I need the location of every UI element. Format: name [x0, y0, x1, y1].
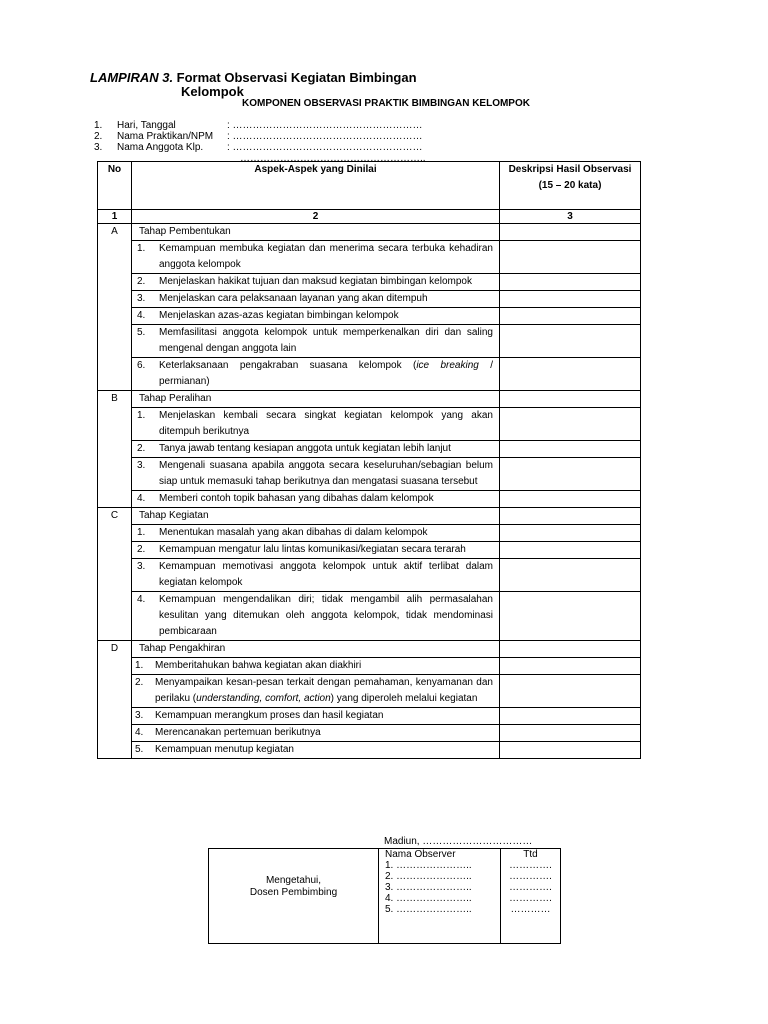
- observer-line[interactable]: 2. …………………..: [385, 871, 472, 882]
- section-title: Tahap Peralihan: [132, 391, 500, 408]
- item-text: Menjelaskan kembali secara singkat kegiatan kelompok yang akan ditempuh berikutnya: [159, 410, 493, 437]
- table-row: [98, 241, 641, 274]
- aspect-item: [132, 542, 499, 558]
- item-number: 1.: [137, 527, 146, 538]
- item-text: Kemampuan membuka kegiatan dan menerima secara terbuka kehadiran anggota kelompok: [159, 243, 493, 270]
- table-row: [98, 274, 641, 291]
- observation-cell[interactable]: [500, 441, 641, 458]
- item-number: 5.: [135, 744, 144, 755]
- observation-cell[interactable]: [500, 224, 641, 241]
- observation-cell[interactable]: [500, 458, 641, 491]
- observer-line[interactable]: 4. …………………..: [385, 893, 472, 904]
- column-number-row: [98, 210, 641, 224]
- header-aspek: Aspek-Aspek yang Dinilai: [132, 162, 500, 210]
- signature-line[interactable]: ………….: [509, 882, 552, 893]
- info-num: 3.: [94, 142, 103, 153]
- section-title: Tahap Pengakhiran: [132, 641, 500, 658]
- item-text: [159, 358, 493, 390]
- item-number: 1.: [137, 410, 146, 421]
- info-dots: : …………………………………………………: [227, 142, 423, 153]
- table-row: [98, 742, 641, 759]
- aspect-item: [132, 675, 499, 707]
- dosen-label: Dosen Pembimbing: [249, 887, 338, 898]
- aspect-item: [132, 458, 499, 490]
- observer-line[interactable]: 5. …………………..: [385, 904, 472, 915]
- observation-cell[interactable]: [500, 542, 641, 559]
- item-number: 3.: [137, 561, 146, 572]
- table-row: [98, 325, 641, 358]
- mengetahui-label: Mengetahui,: [265, 875, 322, 886]
- observation-cell[interactable]: [500, 491, 641, 508]
- observer-line[interactable]: 1. …………………..: [385, 860, 472, 871]
- observer-header: Nama Observer: [385, 849, 456, 860]
- info-num: 1.: [94, 120, 103, 131]
- signature-line[interactable]: ………….: [509, 860, 552, 871]
- observer-cell: [379, 849, 501, 944]
- item-text: Tanya jawab tentang kesiapan anggota untuk kegiatan lebih lanjut: [159, 443, 451, 454]
- signature-table: [208, 848, 561, 944]
- section-letter: A: [98, 224, 132, 391]
- aspect-item: [132, 658, 499, 674]
- item-number: 3.: [137, 460, 146, 471]
- item-number: 4.: [137, 493, 146, 504]
- observation-table: [97, 161, 641, 759]
- info-row: [94, 142, 426, 153]
- observation-cell[interactable]: [500, 291, 641, 308]
- item-number: 2.: [135, 677, 144, 688]
- observer-line[interactable]: 3. …………………..: [385, 882, 472, 893]
- header-no: No: [98, 162, 132, 210]
- aspect-item: [132, 742, 499, 758]
- table-row: [98, 525, 641, 542]
- item-text-part: Menyampaikan kesan-pesan terkait dengan pemahaman, kenyamanan dan perilaku (: [155, 677, 493, 704]
- info-block: [94, 120, 426, 164]
- item-number: 2.: [137, 544, 146, 555]
- observation-cell[interactable]: [500, 725, 641, 742]
- table-row: [98, 725, 641, 742]
- item-number: 1.: [137, 243, 146, 254]
- item-text-part: ) yang diperoleh melalui kegiatan: [330, 693, 478, 704]
- section-row: [98, 224, 641, 241]
- section-row: [98, 641, 641, 658]
- table-row: [98, 408, 641, 441]
- aspect-item: [132, 241, 499, 273]
- table-row: [98, 458, 641, 491]
- table-row: [98, 592, 641, 641]
- item-number: 6.: [137, 360, 146, 371]
- item-text: Kemampuan mengatur lalu lintas komunikasi/kegiatan secara terarah: [159, 544, 466, 555]
- aspect-item: [132, 325, 499, 357]
- table-row: [98, 291, 641, 308]
- observation-cell[interactable]: [500, 408, 641, 441]
- table-row: [98, 658, 641, 675]
- observation-cell[interactable]: [500, 559, 641, 592]
- item-number: 3.: [135, 710, 144, 721]
- signature-cell: [501, 849, 561, 944]
- item-text: Mengenali suasana apabila anggota secara keseluruhan/sebagian belum siap untuk memasuki tahap berikutnya dan mengatasi suasana tersebut: [159, 460, 493, 487]
- table-row: [98, 559, 641, 592]
- item-number: 3.: [137, 293, 146, 304]
- aspect-item: [132, 358, 499, 390]
- info-label: Nama Praktikan/NPM: [117, 131, 214, 142]
- header-deskripsi: Deskripsi Hasil Observasi (15 – 20 kata): [500, 162, 641, 210]
- section-title: Tahap Kegiatan: [132, 508, 500, 525]
- info-label: Nama Anggota Klp.: [117, 142, 204, 153]
- document-subtitle: KOMPONEN OBSERVASI PRAKTIK BIMBINGAN KELOMPOK: [242, 98, 530, 109]
- aspect-item: [132, 274, 499, 290]
- observation-cell[interactable]: [500, 508, 641, 525]
- item-text-italic: understanding, comfort, action: [196, 693, 331, 704]
- aspect-item: [132, 308, 499, 324]
- item-text: [155, 675, 493, 707]
- observation-cell[interactable]: [500, 308, 641, 325]
- info-dots: : …………………………………………………: [227, 131, 423, 142]
- section-letter: C: [98, 508, 132, 641]
- aspect-item: [132, 559, 499, 591]
- item-text: Menjelaskan hakikat tujuan dan maksud kegiatan bimbingan kelompok: [159, 276, 472, 287]
- observation-cell[interactable]: [500, 325, 641, 358]
- observation-cell[interactable]: [500, 241, 641, 274]
- item-text: Memberitahukan bahwa kegiatan akan diakhiri: [155, 660, 362, 671]
- item-text: Menentukan masalah yang akan dibahas di dalam kelompok: [159, 527, 428, 538]
- observation-cell[interactable]: [500, 708, 641, 725]
- lampiran-label: LAMPIRAN 3.: [90, 70, 174, 85]
- item-text: Memfasilitasi anggota kelompok untuk memperkenalkan diri dan saling mengenal dengan anggota lain: [159, 327, 493, 354]
- item-text-italic: ice breaking: [416, 360, 479, 371]
- item-number: 5.: [137, 327, 146, 338]
- aspect-item: [132, 291, 499, 307]
- observation-cell[interactable]: [500, 742, 641, 759]
- item-number: 4.: [135, 727, 144, 738]
- info-row: [94, 131, 426, 142]
- info-label: Hari, Tanggal: [117, 120, 176, 131]
- section-letter: D: [98, 641, 132, 759]
- item-number: 4.: [137, 310, 146, 321]
- item-number: 2.: [137, 276, 146, 287]
- table-row: [98, 708, 641, 725]
- signature-line[interactable]: ………….: [509, 871, 552, 882]
- table-row: [98, 441, 641, 458]
- supervisor-cell: [209, 849, 379, 944]
- item-text: Kemampuan menutup kegiatan: [155, 744, 294, 755]
- observation-cell[interactable]: [500, 592, 641, 641]
- section-row: [98, 391, 641, 408]
- info-dots: : …………………………………………………: [227, 120, 423, 131]
- item-text: Memberi contoh topik bahasan yang dibahas dalam kelompok: [159, 493, 434, 504]
- observation-cell[interactable]: [500, 391, 641, 408]
- table-row: [98, 308, 641, 325]
- section-letter: B: [98, 391, 132, 508]
- info-row: [94, 120, 426, 131]
- item-text: Kemampuan memotivasi anggota kelompok untuk aktif terlibat dalam kegiatan kelompok: [159, 561, 493, 588]
- aspect-item: [132, 525, 499, 541]
- item-text: Menjelaskan cara pelaksanaan layanan yang akan ditempuh: [159, 293, 428, 304]
- aspect-item: [132, 708, 499, 724]
- column-number: 3: [500, 210, 641, 224]
- item-text: Menjelaskan azas-azas kegiatan bimbingan kelompok: [159, 310, 399, 321]
- signature-line[interactable]: ………….: [509, 893, 552, 904]
- info-continuation: ………………………………………………..: [240, 153, 426, 164]
- aspect-item: [132, 491, 499, 507]
- table-header-row: [98, 162, 641, 210]
- aspect-item: [132, 725, 499, 741]
- observation-cell[interactable]: [500, 274, 641, 291]
- section-title: Tahap Pembentukan: [132, 224, 500, 241]
- table-row: [98, 675, 641, 708]
- item-number: 2.: [137, 443, 146, 454]
- observation-cell[interactable]: [500, 525, 641, 542]
- observation-cell[interactable]: [500, 358, 641, 391]
- column-number: 1: [98, 210, 132, 224]
- item-number: 1.: [135, 660, 144, 671]
- document-title: [90, 71, 417, 85]
- aspect-item: [132, 441, 499, 457]
- title-text: Format Observasi Kegiatan Bimbingan: [173, 70, 417, 85]
- ttd-header: Ttd: [523, 849, 538, 860]
- document-title-line2: Kelompok: [181, 84, 244, 99]
- section-row: [98, 508, 641, 525]
- signature-line[interactable]: …………: [510, 904, 551, 915]
- item-number: 4.: [137, 594, 146, 605]
- item-text-part: / permianan): [159, 360, 493, 387]
- item-text: Kemampuan merangkum proses dan hasil kegiatan: [155, 710, 384, 721]
- table-row: [98, 358, 641, 391]
- aspect-item: [132, 592, 499, 640]
- observation-cell[interactable]: [500, 675, 641, 708]
- table-row: [98, 491, 641, 508]
- item-text-part: Keterlaksanaan pengakraban suasana kelompok (: [159, 360, 417, 371]
- place-date-line: Madiun, ……………………………: [384, 836, 533, 847]
- aspect-item: [132, 408, 499, 440]
- observation-cell[interactable]: [500, 658, 641, 675]
- table-row: [98, 542, 641, 559]
- item-text: Kemampuan mengendalikan diri; tidak mengambil alih permasalahan kesulitan yang ditemukan oleh anggota kelompok, tidak mendominasi pembicaraan: [159, 594, 493, 637]
- item-text: Merencanakan pertemuan berikutnya: [155, 727, 321, 738]
- column-number: 2: [132, 210, 500, 224]
- observation-cell[interactable]: [500, 641, 641, 658]
- info-num: 2.: [94, 131, 103, 142]
